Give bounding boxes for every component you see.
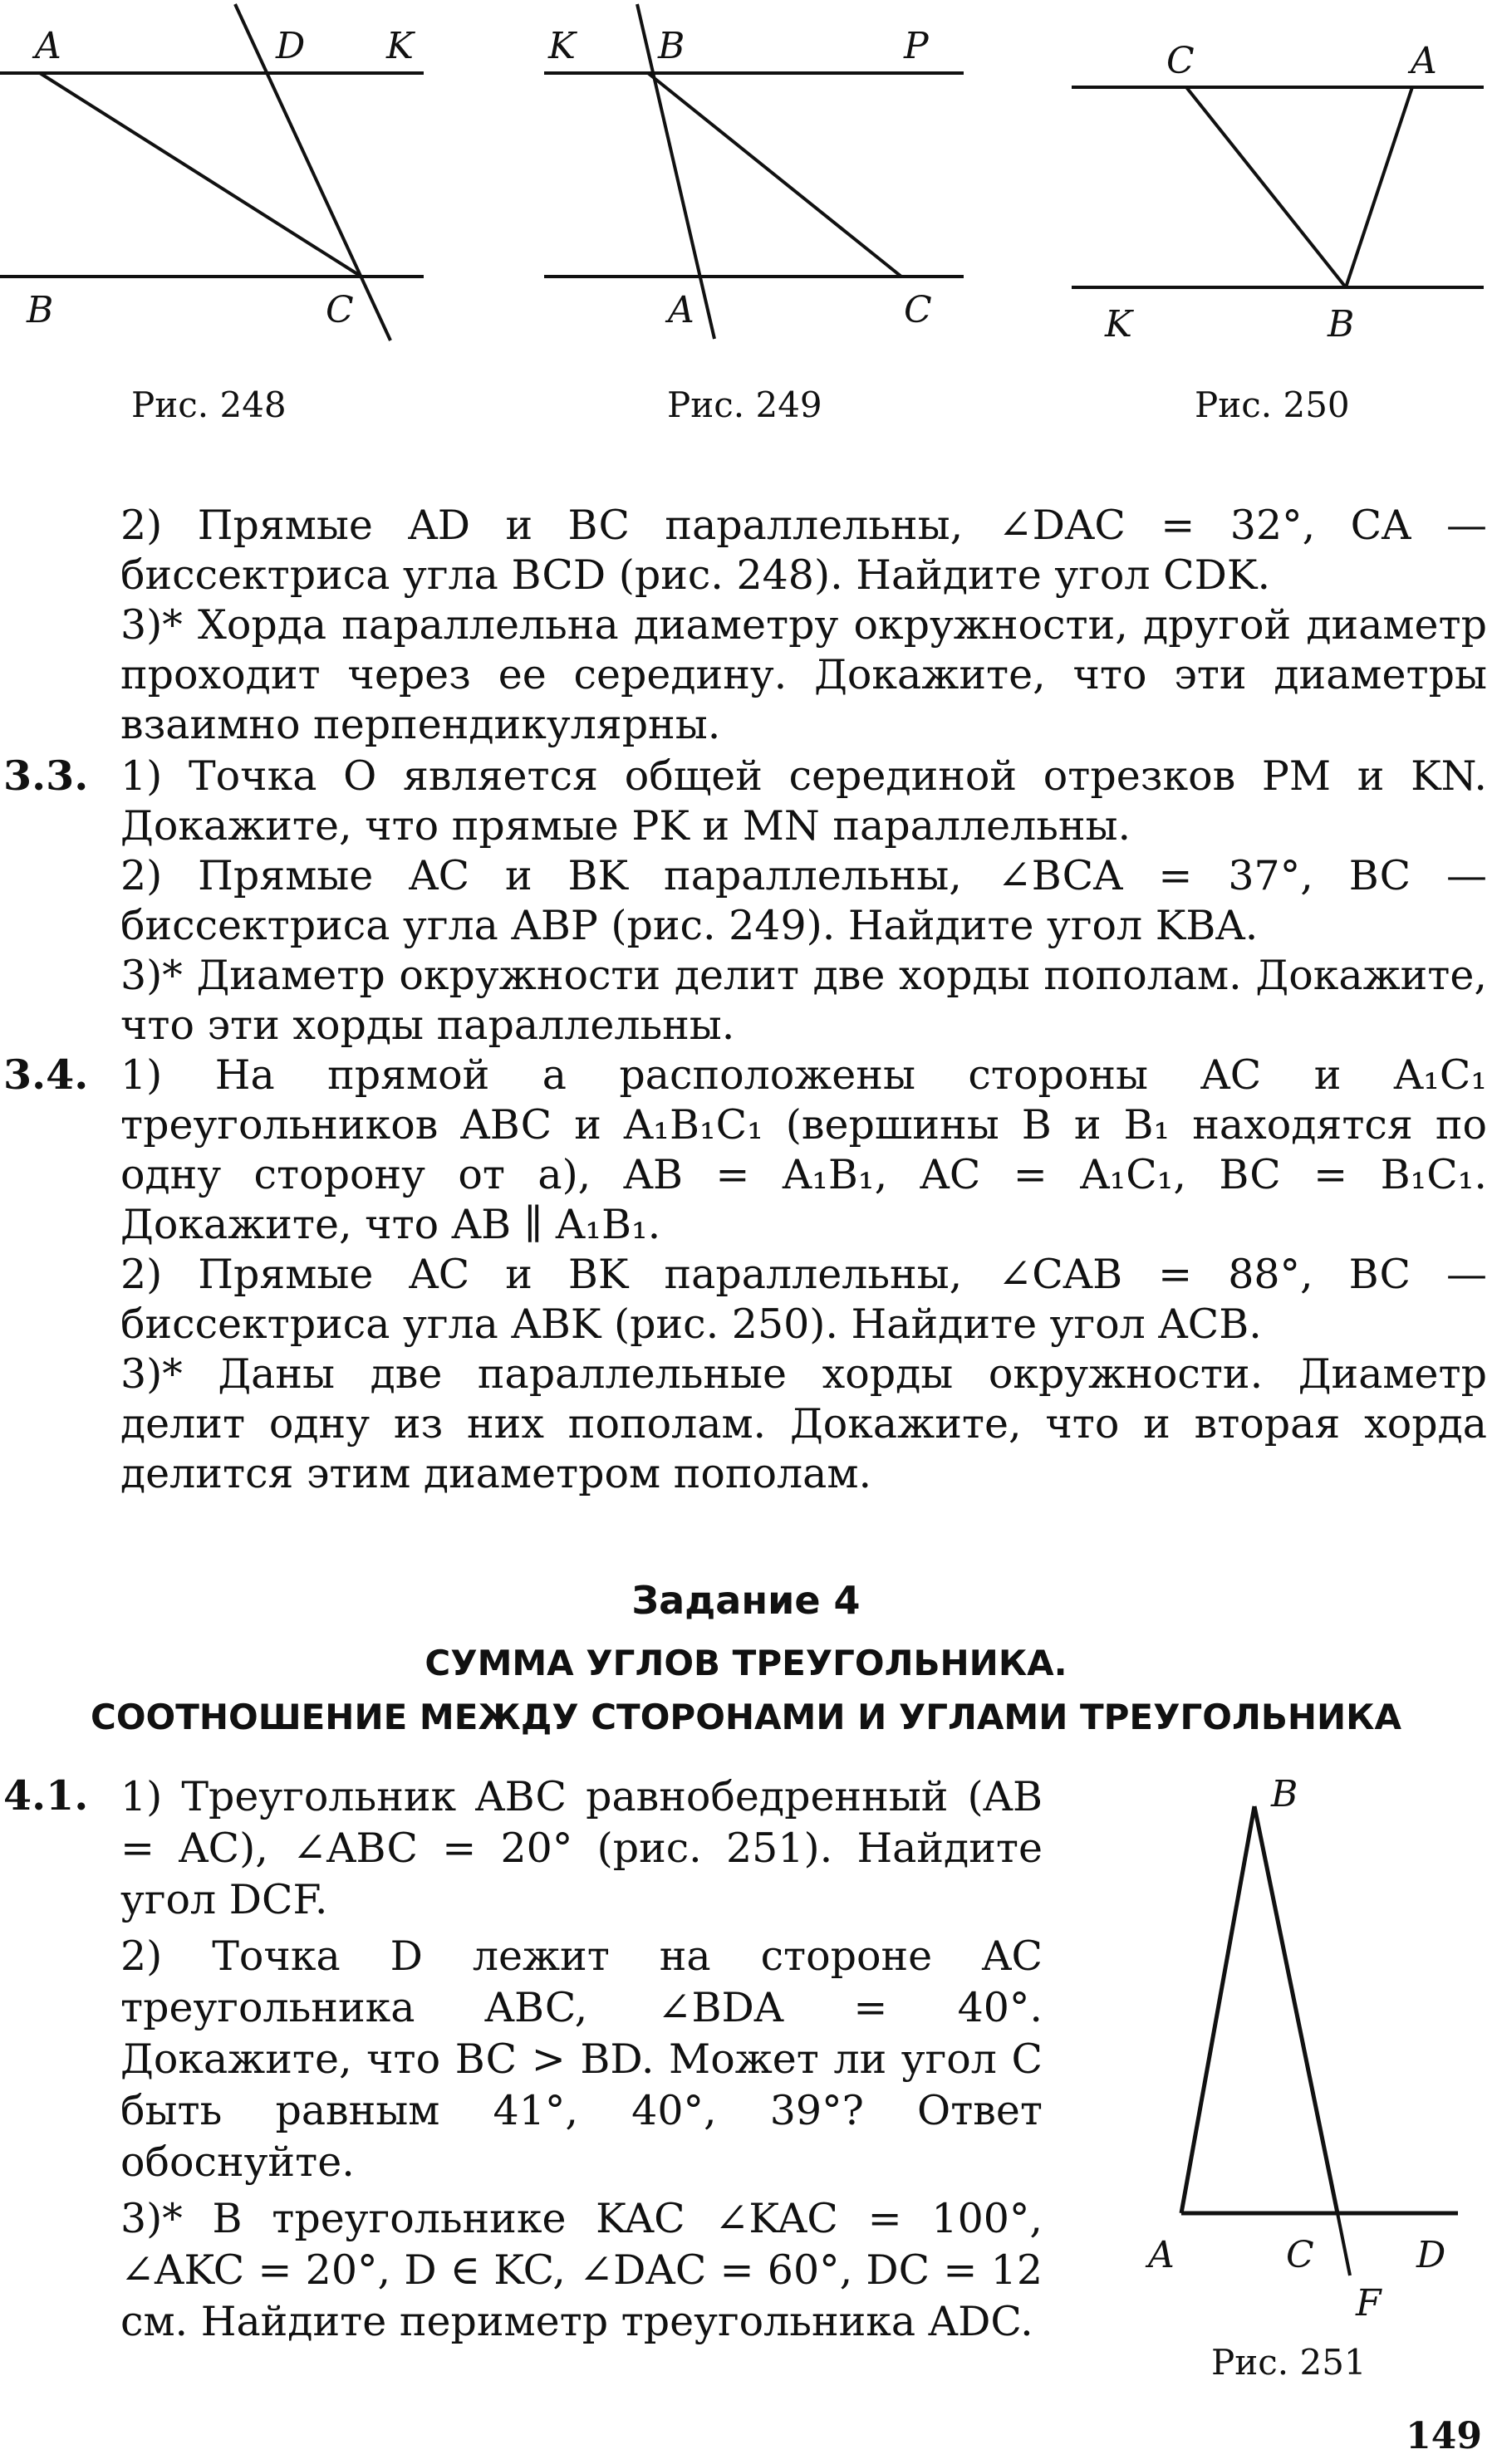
label-a: A: [668, 289, 694, 331]
page-number: 149: [1406, 2415, 1482, 2457]
label-k: K: [1105, 303, 1132, 345]
segment-bc: [648, 73, 901, 277]
section-subtitle-line1: СУММА УГЛОВ ТРЕУГОЛЬНИКА.: [425, 1643, 1067, 1683]
side-bc: [1254, 1806, 1337, 2213]
problem-3-4-item-3: 3)* Даны две параллельные хорды окружности. Диаметр делит одну из них пополам. Докажите, что и вторая хорда делится этим диаметром пополам.: [120, 1350, 1487, 1497]
figure-249: [532, 0, 980, 349]
segment-cb: [1186, 87, 1346, 287]
segment-ab: [1346, 87, 1412, 287]
label-k: K: [386, 25, 414, 67]
figure-248-diagram: [0, 0, 432, 349]
problem-3-2-item-3: 3)* Хорда параллельна диаметру окружности, другой диаметр проходит через ее середину. Докажите, что эти диаметры взаимно перпендикулярны.: [120, 601, 1487, 748]
label-d: D: [1416, 2234, 1446, 2276]
section-subtitle-line2: СООТНОШЕНИЕ МЕЖДУ СТОРОНАМИ И УГЛАМИ ТРЕУГОЛЬНИКА: [91, 1697, 1401, 1737]
label-c: C: [1286, 2234, 1314, 2276]
problem-3-3-number: 3.3.: [3, 752, 89, 800]
figure-250-diagram: [1063, 0, 1492, 349]
label-f: F: [1356, 2282, 1382, 2324]
label-p: P: [904, 25, 929, 67]
label-c: C: [1166, 40, 1195, 82]
figure-251-caption: Рис. 251: [1211, 2342, 1367, 2383]
problem-3-3-item-3: 3)* Диаметр окружности делит две хорды пополам. Докажите, что эти хорды параллельны.: [120, 952, 1487, 1049]
problem-3-4-item-2: 2) Прямые AC и BK параллельны, ∠CAB = 88°, BC — биссектриса угла ABK (рис. 250). Найдите угол ACB.: [120, 1251, 1487, 1348]
problems-3-2-continued: [120, 501, 1487, 750]
label-d: D: [276, 25, 306, 67]
label-c: C: [326, 289, 354, 331]
segment-cf: [1337, 2213, 1350, 2275]
label-a: A: [35, 25, 61, 67]
problem-4-1: [120, 1771, 1043, 2348]
label-b: B: [1271, 1773, 1298, 1815]
figure-251-diagram: [1130, 1769, 1487, 2334]
problem-4-1-item-3: 3)* В треугольнике KAC ∠KAC = 100°, ∠AKC = 20°, D ∈ KC, ∠DAC = 60°, DC = 12 см. Найдите периметр треугольника ADC.: [120, 2195, 1043, 2345]
label-k: K: [548, 25, 576, 67]
figure-248: [0, 0, 432, 349]
problem-3-2-item-2: 2) Прямые AD и BC параллельны, ∠DAC = 32°, CA — биссектриса угла BCD (рис. 248). Найдите угол CDK.: [120, 502, 1487, 599]
figure-251: [1130, 1769, 1487, 2334]
problem-3-4: [120, 1051, 1487, 1499]
problem-4-1-item-2: 2) Точка D лежит на стороне AC треугольника ABC, ∠BDA = 40°. Докажите, что BC > BD. Может ли угол C быть равным 41°, 40°, 39°? Ответ обоснуйте.: [120, 1933, 1043, 2186]
problem-4-1-item-1: 1) Треугольник ABC равнобедренный (AB = AC), ∠ABC = 20° (рис. 251). Найдите угол DCF.: [120, 1773, 1043, 1923]
figure-249-diagram: [532, 0, 980, 349]
label-b: B: [27, 289, 54, 331]
side-ba: [1181, 1806, 1254, 2213]
problem-3-4-number: 3.4.: [3, 1051, 89, 1099]
problem-3-3-item-2: 2) Прямые AC и BK параллельны, ∠BCA = 37°, BC — биссектриса угла ABP (рис. 249). Найдите угол KBA.: [120, 852, 1487, 949]
label-b: B: [1328, 303, 1355, 345]
problem-3-3-item-1: 1) Точка O является общей серединой отрезков PM и KN. Докажите, что прямые PK и MN параллельны.: [120, 752, 1487, 850]
label-c: C: [904, 289, 932, 331]
line-dc: [235, 4, 390, 340]
problem-3-4-item-1: 1) На прямой a расположены стороны AC и A₁C₁ треугольников ABC и A₁B₁C₁ (вершины B и B₁ находятся по одну сторону от a), AB = A₁B₁, AC = A₁C₁, BC = B₁C₁. Докажите, что AB ∥ A₁B₁.: [120, 1051, 1487, 1248]
section-title: Задание 4: [631, 1578, 861, 1623]
problem-4-1-number: 4.1.: [3, 1771, 89, 1820]
figure-250-caption: Рис. 250: [1195, 385, 1350, 425]
figure-248-caption: Рис. 248: [131, 385, 287, 425]
figure-249-caption: Рис. 249: [667, 385, 822, 425]
problem-3-3: [120, 752, 1487, 1051]
label-b: B: [658, 25, 685, 67]
label-a: A: [1148, 2234, 1175, 2276]
label-a: A: [1411, 40, 1437, 82]
figure-250: [1063, 0, 1492, 349]
